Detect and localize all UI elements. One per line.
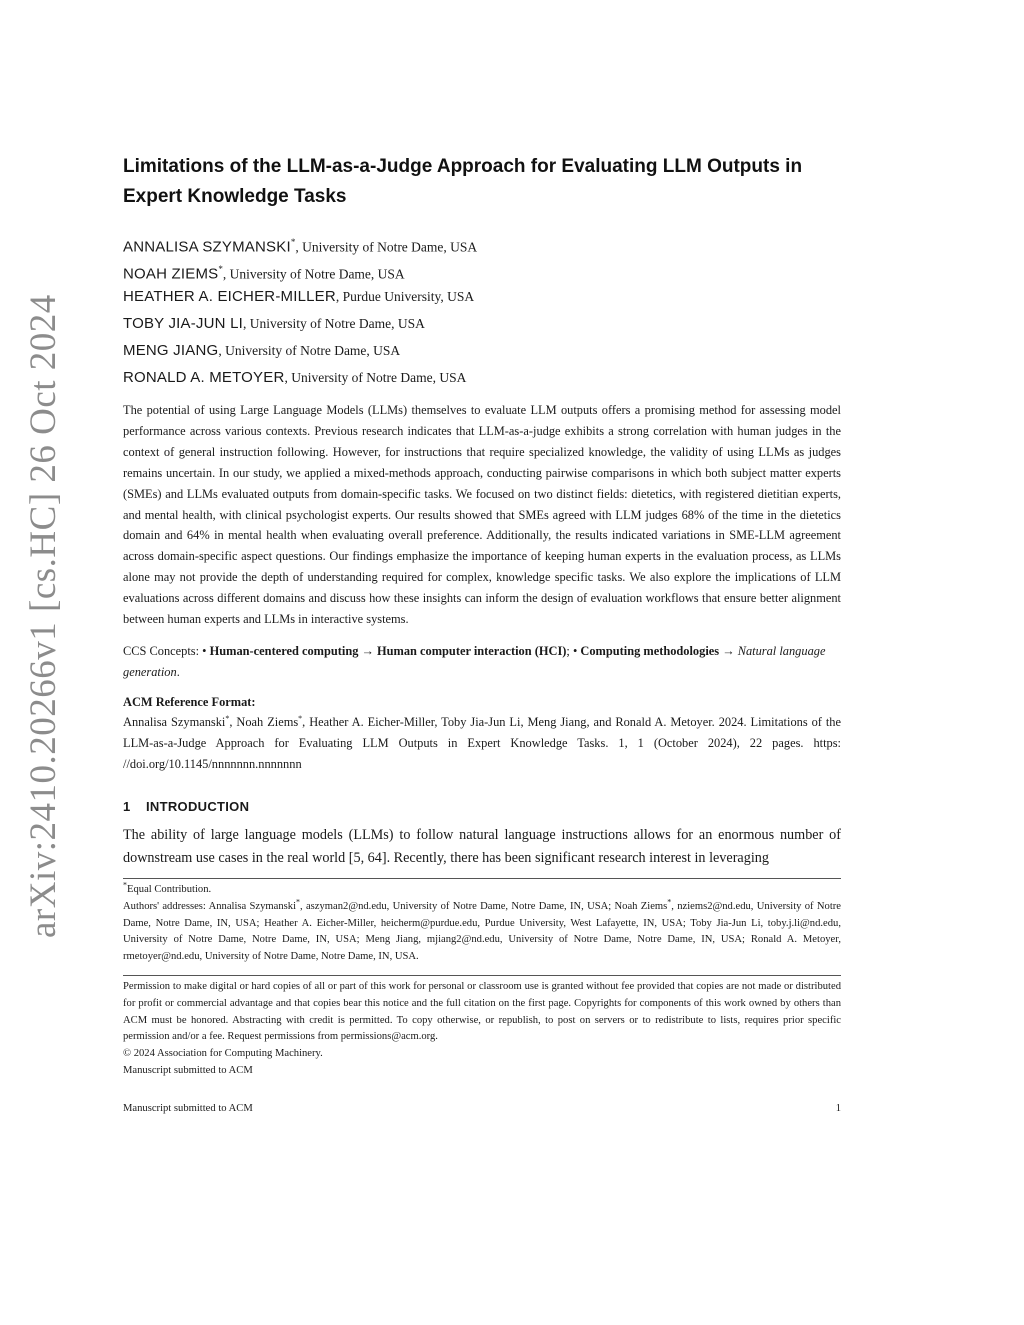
author-name: MENG JIANG [123, 342, 219, 359]
permission-text: Permission to make digital or hard copies of all or part of this work for personal or classroom use is granted without fee provided that copies are not made or distributed for profit or commercial advantage and that copies bear this notice and the full citation on the first page. Copyrights for components of this work owned by others than ACM must be honored. Abstracting with credit is permitted. To copy otherwise, or republish, to post on servers or to redistribute to lists, requires prior specific permission and/or a fee. Request permissions from permissions@acm.org. [123, 981, 841, 1043]
page-number: 1 [835, 1103, 841, 1114]
ccs-item: Computing methodologies [580, 644, 720, 658]
equal-contribution-mark: * [290, 237, 296, 247]
acm-reference-body [123, 712, 841, 775]
author-line [123, 283, 841, 310]
footnote-equal [123, 882, 841, 899]
ccs-bullet: • [572, 644, 581, 658]
author-line [123, 229, 841, 256]
permission-notice [123, 979, 841, 1080]
author-list [123, 229, 841, 391]
author-affiliation: , University of Notre Dame, USA [295, 239, 478, 255]
author-name: ANNALISA SZYMANSKI [123, 238, 291, 256]
footnote-text: Equal Contribution. [127, 884, 212, 895]
footer-manuscript: Manuscript submitted to ACM [123, 1103, 253, 1114]
equal-contribution-mark: * [296, 897, 301, 907]
paper-title: Limitations of the LLM-as-a-Judge Approach for Evaluating LLM Outputs in Expert Knowledge Tasks [123, 156, 803, 207]
footnote-text: , nziems2@nd.edu, University of Notre Dame, Notre Dame, IN, USA; Heather A. Eicher-Miller, heicherm@purdue.edu, Purdue University, West Lafayette, IN, USA; Toby Jia-Jun Li, toby.j.li@nd.edu, University of Notre Dame, Notre Dame, IN, USA; Meng Jiang, mjiang2@nd.edu, University of Notre Dame, Notre Dame, IN, USA; Ronald A. Metoyer, rmetoyer@nd.edu, University of Notre Dame, Notre Dame, IN, USA. [123, 900, 841, 963]
author-affiliation: , Purdue University, USA [335, 289, 475, 304]
ccs-item: Human-centered computing → Human computer interaction (HCI) [209, 644, 567, 658]
reference-author: Annalisa Szymanski [123, 715, 226, 729]
author-line [123, 310, 841, 337]
acm-reference-heading: ACM Reference Format: [123, 695, 256, 709]
permission-divider [123, 975, 841, 976]
section-title: INTRODUCTION [146, 799, 250, 814]
copyright-line: © 2024 Association for Computing Machinery. [123, 1048, 323, 1060]
author-line [123, 256, 841, 283]
ccs-end: . [176, 665, 180, 679]
author-affiliation: , University of Notre Dame, USA [222, 266, 405, 282]
abstract: The potential of using Large Language Models (LLMs) themselves to evaluate LLM outputs offers a promising method for assessing model performance across various contexts. Previous research indicates that LLM-as-a-judge exhibits a strong correlation with human judges in the context of general instruction following. However, for instructions that require specialized knowledge, the validity of using LLMs as judges remains uncertain. In our study, we applied a mixed-methods approach, conducting pairwise comparisons in which both subject matter experts (SMEs) and LLMs evaluated outputs from domain-specific tasks. We focused on two distinct fields: dietetics, with registered dietitian experts, and mental health, with clinical psychologist experts. Our results showed that SMEs agreed with LLM judges 68% of the time in the dietetics domain and 64% in mental health when evaluating overall preference. Additionally, the results indicated variations in SME-LLM agreement across domain-specific aspect questions. Our findings emphasize the importance of keeping human experts in the evaluation process, as LLMs alone may not provide the depth of understanding required for complex, knowledge specific tasks. We also explore the implications of LLM evaluations across different domains and discuss how these insights can inform the design of evaluation workflows that ensure better alignment between human experts and LLMs in interactive systems. [123, 403, 841, 627]
footnote [123, 882, 841, 966]
footnote-divider [123, 878, 841, 879]
footnote-text: Authors' addresses: Annalisa Szymanski [123, 900, 297, 912]
ccs-separator: ; [566, 644, 573, 658]
footnote-text: , aszyman2@nd.edu, University of Notre Dame, Notre Dame, IN, USA; Noah Ziems [300, 900, 668, 912]
equal-contribution-mark: * [298, 713, 303, 723]
author-line [123, 337, 841, 364]
author-affiliation: , University of Notre Dame, USA [242, 316, 425, 331]
equal-contribution-mark: * [667, 897, 672, 907]
ccs-concepts [123, 641, 841, 683]
ccs-arrow: → [719, 644, 738, 658]
page-footer [123, 1101, 841, 1117]
author-affiliation: , University of Notre Dame, USA [218, 343, 401, 358]
ccs-subitem: Natural language generation [123, 644, 826, 679]
equal-contribution-mark: * [123, 880, 127, 890]
reference-author: , Noah Ziems [229, 715, 299, 729]
author-affiliation: , University of Notre Dame, USA [284, 370, 467, 385]
manuscript-line: Manuscript submitted to ACM [123, 1064, 253, 1076]
arxiv-stamp: arXiv:2410.20266v1 [cs.HC] 26 Oct 2024 [23, 294, 64, 938]
ccs-label: CCS Concepts: [123, 644, 203, 658]
author-name: TOBY JIA-JUN LI [123, 315, 243, 332]
equal-contribution-mark: * [218, 264, 223, 274]
author-name: HEATHER A. EICHER-MILLER [123, 288, 336, 305]
section-heading [123, 797, 249, 817]
author-name: RONALD A. METOYER [123, 369, 285, 386]
reference-citation: , Heather A. Eicher-Miller, Toby Jia-Jun Li, Meng Jiang, and Ronald A. Metoyer. 2024. Limitations of the LLM-as-a-Judge Approach for Evaluating LLM Outputs in Expert Knowledge Tasks. 1, 1 (October 2024), 22 pages. https: //doi.org/10.1145/nnnnnnn.nnnnnnn [123, 715, 841, 771]
author-name: NOAH ZIEMS [123, 265, 219, 283]
footnote-addresses [123, 899, 841, 966]
section-number: 1 [123, 799, 131, 814]
ccs-bullet: • [202, 644, 210, 658]
equal-contribution-mark: * [225, 713, 230, 723]
intro-paragraph: The ability of large language models (LLMs) to follow natural language instructions allows for an enormous number of downstream use cases in the real world [5, 64]. Recently, there has been significant research interest in leveraging [123, 827, 841, 866]
author-line [123, 364, 841, 391]
